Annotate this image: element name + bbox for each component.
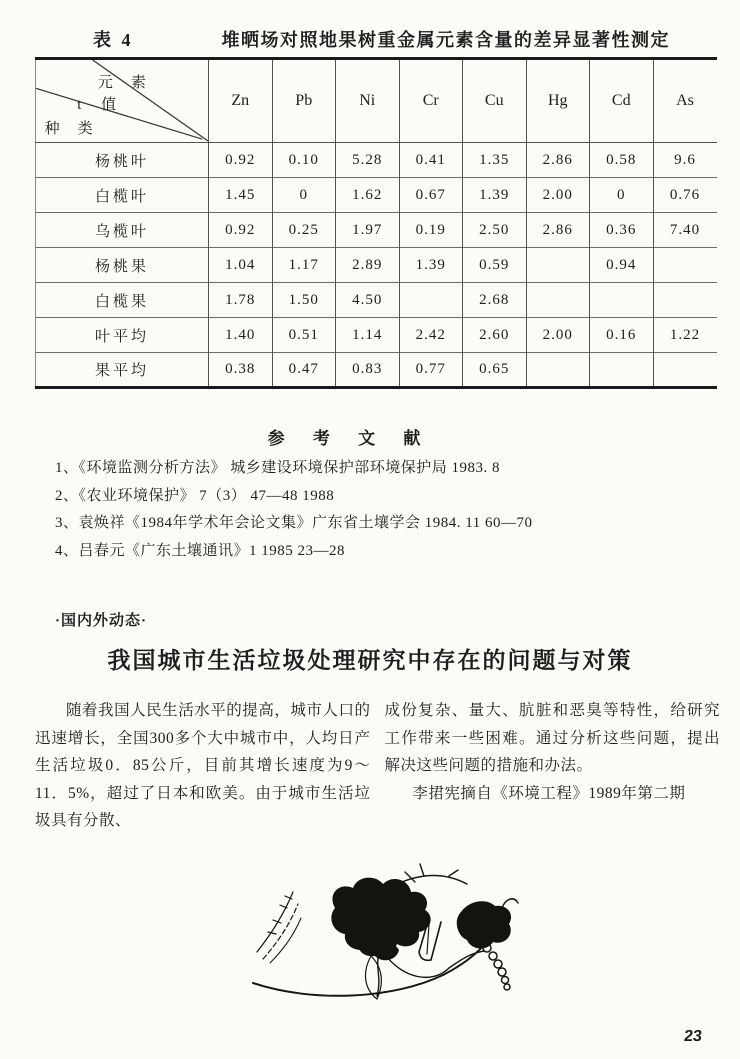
cell-value: 0.59 xyxy=(463,248,527,283)
cell-value: 2.00 xyxy=(526,318,590,353)
cell-value: 9.6 xyxy=(653,143,717,178)
cell-value xyxy=(590,283,654,318)
cell-value: 2.86 xyxy=(526,213,590,248)
page-number: 23 xyxy=(683,1028,703,1045)
cell-value xyxy=(399,283,463,318)
t-test-table xyxy=(35,57,717,389)
cell-value: 0.51 xyxy=(272,318,336,353)
row-label: 果平均 xyxy=(36,353,209,388)
cell-value: 7.40 xyxy=(653,213,717,248)
table-row xyxy=(36,178,717,213)
row-label: 白榄叶 xyxy=(36,178,209,213)
column-header-zn: Zn xyxy=(209,59,273,143)
cell-value: 4.50 xyxy=(336,283,400,318)
cell-value: 0.76 xyxy=(653,178,717,213)
cell-value: 0 xyxy=(590,178,654,213)
row-label: 叶平均 xyxy=(36,318,209,353)
cell-value: 0.83 xyxy=(336,353,400,388)
table-row xyxy=(36,143,717,178)
cell-value: 2.50 xyxy=(463,213,527,248)
reference-item: 3、袁焕祥《1984年学术年会论文集》广东省土壤学会 1984. 11 60—70 xyxy=(55,515,533,531)
cell-value: 5.28 xyxy=(336,143,400,178)
table-row xyxy=(36,248,717,283)
cell-value: 0 xyxy=(272,178,336,213)
article-left-column xyxy=(35,697,371,835)
cell-value xyxy=(653,353,717,388)
row-label: 白榄果 xyxy=(36,283,209,318)
table-corner-cell xyxy=(36,59,209,143)
cell-value: 1.50 xyxy=(272,283,336,318)
cell-value xyxy=(526,353,590,388)
cell-value: 0.16 xyxy=(590,318,654,353)
cell-value: 1.62 xyxy=(336,178,400,213)
column-header-ni: Ni xyxy=(336,59,400,143)
cell-value: 0.65 xyxy=(463,353,527,388)
article-right-column xyxy=(385,697,721,835)
references-list xyxy=(55,455,695,565)
cell-value: 0.25 xyxy=(272,213,336,248)
cell-value: 2.68 xyxy=(463,283,527,318)
corner-label-species: 种类 xyxy=(44,120,111,137)
row-label: 杨桃果 xyxy=(36,248,209,283)
table-number: 表 4 xyxy=(93,30,134,50)
cell-value: 0.36 xyxy=(590,213,654,248)
row-label: 杨桃叶 xyxy=(94,153,149,170)
cell-value: 0.94 xyxy=(590,248,654,283)
cell-value: 1.45 xyxy=(209,178,273,213)
cell-value xyxy=(653,248,717,283)
column-header-cr: Cr xyxy=(399,59,463,143)
cell-value: 2.60 xyxy=(463,318,527,353)
reference-item: 1、《环境监测分析方法》 城乡建设环境保护部环境保护局 1983. 8 xyxy=(55,460,501,476)
cell-value xyxy=(526,283,590,318)
cell-value: 0.92 xyxy=(209,213,273,248)
corner-label-element: 元素 xyxy=(97,74,164,91)
cell-value: 0.19 xyxy=(399,213,463,248)
cell-value: 2.89 xyxy=(336,248,400,283)
cell-value: 1.39 xyxy=(463,178,527,213)
section-marker: ·国内外动态· xyxy=(55,613,148,629)
table-title: 堆晒场对照地果树重金属元素含量的差异显著性测定 xyxy=(221,30,670,50)
row-label: 乌榄叶 xyxy=(36,213,209,248)
table-row xyxy=(36,353,717,388)
column-header-cu: Cu xyxy=(463,59,527,143)
cell-value: 1.04 xyxy=(209,248,273,283)
article-body xyxy=(35,697,720,835)
cell-value: 0.10 xyxy=(272,143,336,178)
table-row xyxy=(36,318,717,353)
cell-value xyxy=(526,248,590,283)
cell-value: 1.97 xyxy=(336,213,400,248)
cell-value: 1.17 xyxy=(272,248,336,283)
cell-value: 0.92 xyxy=(209,143,273,178)
cell-value: 1.40 xyxy=(209,318,273,353)
cell-value: 1.35 xyxy=(463,143,527,178)
cell-value: 2.00 xyxy=(526,178,590,213)
cell-value: 0.38 xyxy=(209,353,273,388)
column-header-pb: Pb xyxy=(272,59,336,143)
cell-value: 1.39 xyxy=(399,248,463,283)
table-row xyxy=(36,283,717,318)
cell-value: 1.14 xyxy=(336,318,400,353)
cell-value: 0.58 xyxy=(590,143,654,178)
article-title: 我国城市生活垃圾处理研究中存在的问题与对策 xyxy=(107,648,633,673)
reference-item: 2、《农业环境保护》 7（3） 47—48 1988 xyxy=(55,487,335,504)
flower-vine-illustration-icon xyxy=(243,856,530,1008)
cell-value xyxy=(653,283,717,318)
cell-value: 0.41 xyxy=(399,143,463,178)
column-header-hg: Hg xyxy=(526,59,590,143)
cell-value: 2.86 xyxy=(526,143,590,178)
table-row xyxy=(36,213,717,248)
reference-item: 4、吕春元《广东土壤通讯》1 1985 23—28 xyxy=(55,542,346,559)
table-header-row xyxy=(36,59,717,143)
table-caption xyxy=(93,26,670,52)
cell-value: 0.47 xyxy=(272,353,336,388)
cell-value: 0.77 xyxy=(399,353,463,388)
cell-value: 1.22 xyxy=(653,318,717,353)
article-attribution: 李捃宪摘自《环境工程》1989年第二期 xyxy=(412,784,686,802)
column-header-as: As xyxy=(653,59,717,143)
cell-value: 0.67 xyxy=(399,178,463,213)
article-paragraph-left: 随着我国人民生活水平的提高，城市人口的迅速增长，全国300多个大中城市中，人均日产生活垃圾0．85公斤，目前其增长速度为9～11．5%，超过了日本和欧美。由于城市生活垃圾具有分散、 xyxy=(35,702,371,829)
column-header-cd: Cd xyxy=(590,59,654,143)
references-heading: 参 考 文 献 xyxy=(267,429,433,448)
cell-value: 1.78 xyxy=(209,283,273,318)
corner-label-t-value: t 值 xyxy=(77,96,125,113)
cell-value xyxy=(590,353,654,388)
article-paragraph-right: 成份复杂、量大、肮脏和恶臭等特性，给研究工作带来一些困难。通过分析这些问题，提出解决这些问题的措施和办法。 xyxy=(384,702,720,774)
cell-value: 2.42 xyxy=(399,318,463,353)
